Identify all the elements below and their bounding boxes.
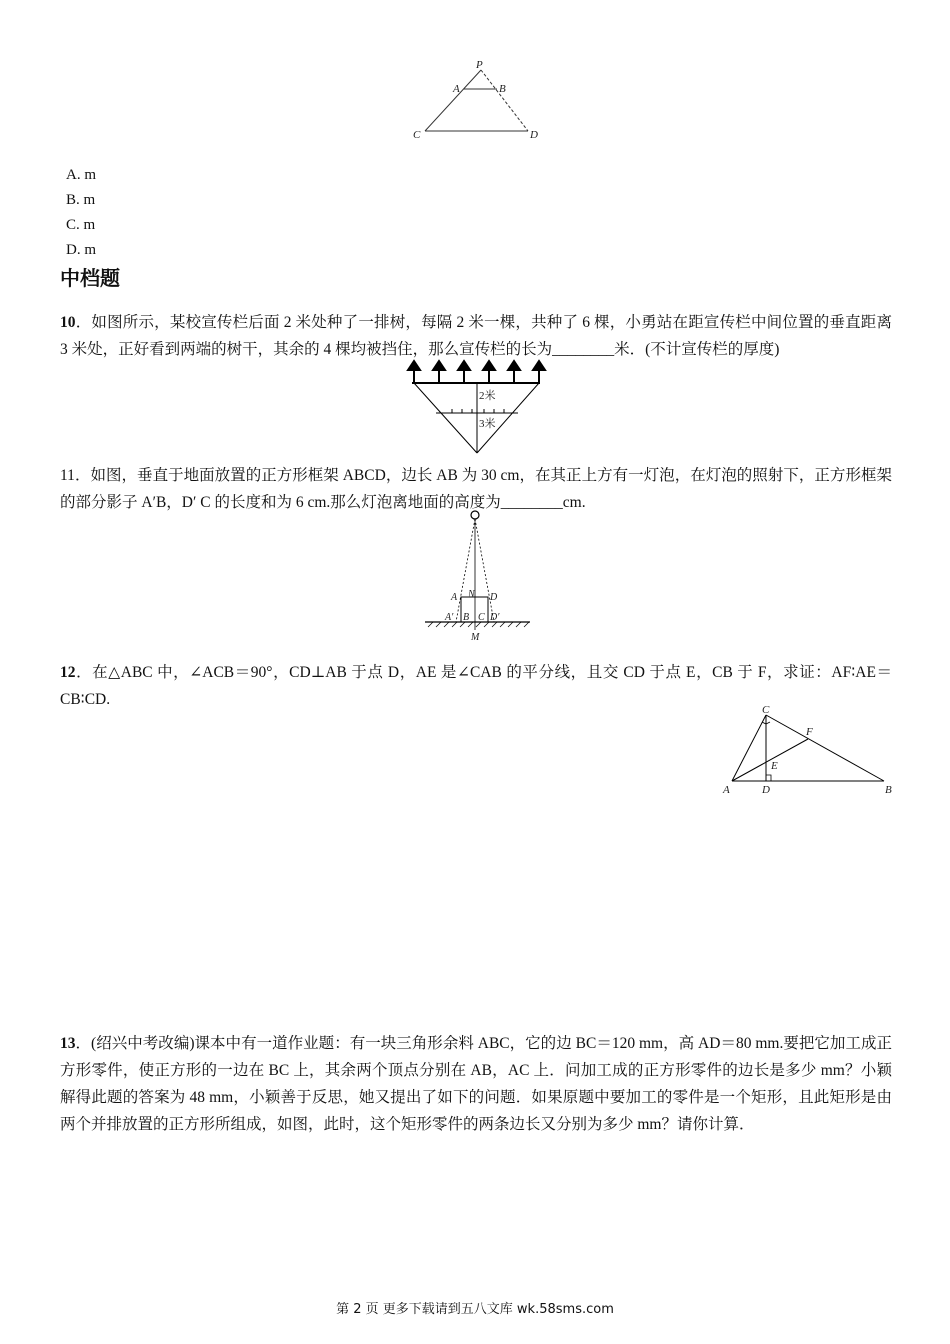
label-m: M [471,632,480,643]
option-b: B. m [66,192,96,208]
label-3m: 3米 [479,418,496,430]
label-p: P [476,59,483,71]
q11-figure [420,505,532,645]
line-pd [481,70,528,131]
q12-figure [718,703,900,797]
label-n: N [468,589,475,600]
question-11-number: 11 [60,467,75,484]
option-a: A. m [66,167,96,183]
label-d: D [490,592,498,603]
q10-figure [404,359,550,461]
label-d-prime: D′ [490,612,500,623]
question-13 [60,1030,892,1138]
label-d: D [530,129,538,141]
question-10 [60,309,892,363]
page-footer: 第 2 页 更多下载请到五八文库 wk.58sms.com [336,1302,614,1317]
question-12-number: 12 [60,664,76,681]
label-c: C [413,129,421,141]
label-c: C [762,704,770,716]
question-11-text: ．如图，垂直于地面放置的正方形框架 ABCD，边长 AB 为 30 cm，在其正上方有一灯泡，在灯泡的照射下，正方形框架的部分影子 A′B，D′ C 的长度和为 6 cm.那么灯泡离地面的高度为________cm. [60,467,892,511]
ray-left [456,519,475,622]
option-d: D. m [66,242,96,258]
section-title: 中档题 [60,266,120,290]
label-b: B [885,784,892,796]
question-12-text: ．在△ABC 中，∠ACB＝90°，CD⊥AB 于点 D，AE 是∠CAB 的平分线，且交 CD 于点 E，CB 于 F，求证：AF∶AE＝CB∶CD. [60,664,892,708]
label-f: F [806,726,813,738]
label-c: C [478,612,485,623]
bulb-icon [471,511,479,519]
label-b: B [499,83,506,95]
top-triangle-figure [408,58,548,144]
option-c: C. m [66,217,96,233]
label-e: E [771,760,778,772]
ray-right [475,519,494,622]
right-angle-d [766,775,771,781]
question-13-text: ．(绍兴中考改编)课本中有一道作业题：有一块三角形余料 ABC，它的边 BC＝120 mm，高 AD＝80 mm.要把它加工成正方形零件，使正方形的一边在 BC 上，其余两个顶点分别在 AB，AC 上．问加工成的正方形零件的边长是多少 mm？小颖解得此题的答案为 48 mm，小颖善于反思，她又提出了如下的问题．如果原题中要加工的零件是一个矩形，且此矩形是由两个并排放置的正方形所组成，如图，此时，这个矩形零件的两条边长又分别为多少 mm？请你计算． [60,1035,892,1133]
label-2m: 2米 [479,390,496,402]
question-10-number: 10 [60,314,76,331]
question-13-number: 13 [60,1035,76,1052]
label-a-prime: A′ [445,612,454,623]
sight-line-left [414,383,477,453]
tree-row [408,361,545,383]
board-ticks [452,409,504,413]
line-pc [425,70,481,131]
label-b: B [463,612,470,623]
question-10-text: ．如图所示，某校宣传栏后面 2 米处种了一排树，每隔 2 米一棵，共种了 6 棵，小勇站在距宣传栏中间位置的垂直距离 3 米处，正好看到两端的树干，其余的 4 棵均被挡住，那么宣传栏的长为________米．(不计宣传栏的厚度) [60,314,892,358]
label-d: D [762,784,770,796]
label-a: A [451,592,458,603]
label-a: A [723,784,730,796]
side-cb [766,715,884,781]
label-a: A [453,83,460,95]
